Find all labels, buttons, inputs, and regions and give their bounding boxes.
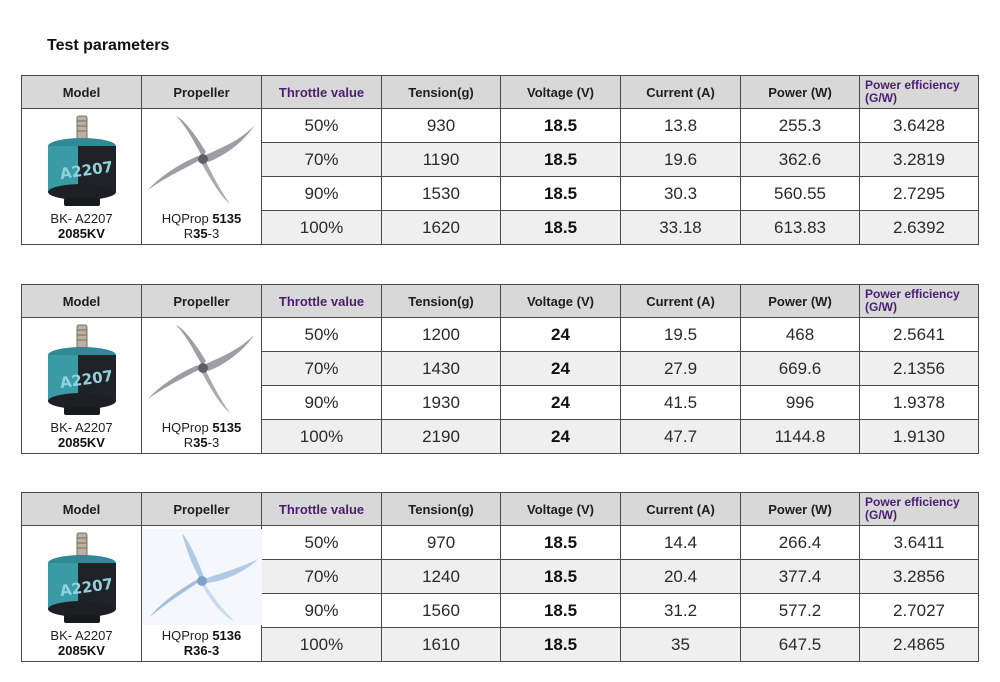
power-cell: 377.4 xyxy=(741,560,860,594)
efficiency-cell: 2.5641 xyxy=(860,318,979,352)
propeller-icon xyxy=(142,529,262,625)
motor-image xyxy=(22,321,142,421)
header-throttle: Throttle value xyxy=(262,76,382,109)
svg-text:A2207: A2207 xyxy=(58,157,115,183)
voltage-cell: 18.5 xyxy=(501,211,621,245)
header-propeller: Propeller xyxy=(142,285,262,318)
current-cell: 47.7 xyxy=(621,420,741,454)
efficiency-cell: 1.9378 xyxy=(860,386,979,420)
test-table-1 xyxy=(21,75,979,245)
propeller-image xyxy=(142,529,262,625)
power-cell: 468 xyxy=(741,318,860,352)
model-cell xyxy=(22,109,142,245)
efficiency-cell: 3.2819 xyxy=(860,143,979,177)
current-cell: 31.2 xyxy=(621,594,741,628)
voltage-cell: 18.5 xyxy=(501,177,621,211)
current-cell: 35 xyxy=(621,628,741,662)
header-current: Current (A) xyxy=(621,285,741,318)
header-efficiency-line1: Power efficiency xyxy=(865,287,960,301)
header-tension: Tension(g) xyxy=(382,76,501,109)
header-propeller: Propeller xyxy=(142,76,262,109)
table-row xyxy=(22,109,979,143)
efficiency-cell: 2.7295 xyxy=(860,177,979,211)
tension-cell: 1430 xyxy=(382,352,501,386)
motor-icon xyxy=(22,321,142,421)
header-throttle: Throttle value xyxy=(262,285,382,318)
propeller-icon xyxy=(142,321,262,417)
page-title: Test parameters xyxy=(47,37,170,54)
throttle-cell: 50% xyxy=(262,318,382,352)
current-cell: 41.5 xyxy=(621,386,741,420)
current-cell: 27.9 xyxy=(621,352,741,386)
current-cell: 20.4 xyxy=(621,560,741,594)
header-model: Model xyxy=(22,76,142,109)
throttle-cell: 100% xyxy=(262,628,382,662)
voltage-cell: 18.5 xyxy=(501,143,621,177)
voltage-cell: 24 xyxy=(501,318,621,352)
tension-cell: 930 xyxy=(382,109,501,143)
tension-cell: 1620 xyxy=(382,211,501,245)
model-caption xyxy=(22,211,141,241)
power-cell: 669.6 xyxy=(741,352,860,386)
power-cell: 996 xyxy=(741,386,860,420)
header-power: Power (W) xyxy=(741,76,860,109)
voltage-cell: 24 xyxy=(501,386,621,420)
tension-cell: 2190 xyxy=(382,420,501,454)
propeller-size: 5135 xyxy=(212,211,242,226)
throttle-cell: 90% xyxy=(262,386,382,420)
power-cell: 1144.8 xyxy=(741,420,860,454)
table-row xyxy=(22,526,979,560)
header-voltage: Voltage (V) xyxy=(501,285,621,318)
tension-cell: 1560 xyxy=(382,594,501,628)
model-name: BK- A2207 xyxy=(50,420,113,435)
model-kv: 2085KV xyxy=(58,226,105,241)
header-row xyxy=(22,285,979,318)
model-kv: 2085KV xyxy=(58,435,105,450)
model-caption xyxy=(22,628,141,658)
model-caption xyxy=(22,420,141,450)
motor-image xyxy=(22,112,142,212)
header-throttle: Throttle value xyxy=(262,493,382,526)
header-efficiency xyxy=(860,76,979,109)
propeller-brand: HQProp xyxy=(161,211,213,226)
current-cell: 13.8 xyxy=(621,109,741,143)
tension-cell: 1200 xyxy=(382,318,501,352)
motor-image xyxy=(22,529,142,629)
tension-cell: 1240 xyxy=(382,560,501,594)
header-voltage: Voltage (V) xyxy=(501,493,621,526)
power-cell: 255.3 xyxy=(741,109,860,143)
propeller-image xyxy=(142,112,262,208)
efficiency-cell: 2.1356 xyxy=(860,352,979,386)
header-efficiency xyxy=(860,285,979,318)
tension-cell: 970 xyxy=(382,526,501,560)
model-cell xyxy=(22,318,142,454)
current-cell: 19.5 xyxy=(621,318,741,352)
throttle-cell: 100% xyxy=(262,211,382,245)
power-cell: 560.55 xyxy=(741,177,860,211)
propeller-image xyxy=(142,321,262,417)
efficiency-cell: 3.2856 xyxy=(860,560,979,594)
model-name: BK- A2207 xyxy=(50,628,113,643)
table-row xyxy=(22,318,979,352)
voltage-cell: 18.5 xyxy=(501,560,621,594)
current-cell: 19.6 xyxy=(621,143,741,177)
tension-cell: 1930 xyxy=(382,386,501,420)
header-model: Model xyxy=(22,285,142,318)
model-cell xyxy=(22,526,142,662)
header-row xyxy=(22,76,979,109)
header-power: Power (W) xyxy=(741,493,860,526)
header-efficiency-line2: (G/W) xyxy=(865,91,897,105)
propeller-pitch: R36-3 xyxy=(183,643,220,658)
header-efficiency-line2: (G/W) xyxy=(865,300,897,314)
tension-cell: 1530 xyxy=(382,177,501,211)
model-kv: 2085KV xyxy=(58,643,105,658)
efficiency-cell: 3.6428 xyxy=(860,109,979,143)
header-row xyxy=(22,493,979,526)
propeller-size: 5136 xyxy=(212,628,242,643)
propeller-cell xyxy=(142,318,262,454)
propeller-icon xyxy=(142,112,262,208)
propeller-cell xyxy=(142,526,262,662)
header-efficiency-line2: (G/W) xyxy=(865,508,897,522)
header-efficiency-line1: Power efficiency xyxy=(865,495,960,509)
throttle-cell: 70% xyxy=(262,352,382,386)
throttle-cell: 90% xyxy=(262,594,382,628)
model-name: BK- A2207 xyxy=(50,211,113,226)
tension-cell: 1190 xyxy=(382,143,501,177)
header-efficiency-line1: Power efficiency xyxy=(865,78,960,92)
throttle-cell: 70% xyxy=(262,143,382,177)
propeller-caption xyxy=(142,211,261,241)
efficiency-cell: 2.7027 xyxy=(860,594,979,628)
throttle-cell: 50% xyxy=(262,109,382,143)
propeller-pitch-prefix: R xyxy=(183,435,194,450)
propeller-pitch: 35 xyxy=(193,226,208,241)
efficiency-cell: 2.6392 xyxy=(860,211,979,245)
power-cell: 266.4 xyxy=(741,526,860,560)
header-propeller: Propeller xyxy=(142,493,262,526)
propeller-size: 5135 xyxy=(212,420,242,435)
propeller-pitch-suffix: -3 xyxy=(207,435,220,450)
propeller-brand: HQProp xyxy=(161,628,213,643)
voltage-cell: 18.5 xyxy=(501,628,621,662)
current-cell: 33.18 xyxy=(621,211,741,245)
voltage-cell: 24 xyxy=(501,420,621,454)
propeller-pitch-prefix: R xyxy=(183,226,194,241)
propeller-caption xyxy=(142,420,261,450)
voltage-cell: 18.5 xyxy=(501,594,621,628)
propeller-brand: HQProp xyxy=(161,420,213,435)
power-cell: 362.6 xyxy=(741,143,860,177)
power-cell: 577.2 xyxy=(741,594,860,628)
header-current: Current (A) xyxy=(621,76,741,109)
propeller-caption xyxy=(142,628,261,658)
header-power: Power (W) xyxy=(741,285,860,318)
throttle-cell: 50% xyxy=(262,526,382,560)
propeller-pitch-suffix: -3 xyxy=(207,226,220,241)
propeller-cell xyxy=(142,109,262,245)
power-cell: 647.5 xyxy=(741,628,860,662)
efficiency-cell: 3.6411 xyxy=(860,526,979,560)
throttle-cell: 90% xyxy=(262,177,382,211)
header-tension: Tension(g) xyxy=(382,493,501,526)
header-model: Model xyxy=(22,493,142,526)
header-efficiency xyxy=(860,493,979,526)
power-cell: 613.83 xyxy=(741,211,860,245)
voltage-cell: 18.5 xyxy=(501,526,621,560)
test-table-3 xyxy=(21,492,979,662)
motor-icon xyxy=(22,529,142,629)
propeller-pitch: 35 xyxy=(193,435,208,450)
motor-icon xyxy=(22,112,142,212)
throttle-cell: 70% xyxy=(262,560,382,594)
current-cell: 30.3 xyxy=(621,177,741,211)
header-current: Current (A) xyxy=(621,493,741,526)
header-voltage: Voltage (V) xyxy=(501,76,621,109)
tension-cell: 1610 xyxy=(382,628,501,662)
svg-text:A2207: A2207 xyxy=(58,366,115,392)
voltage-cell: 18.5 xyxy=(501,109,621,143)
svg-text:A2207: A2207 xyxy=(58,574,115,600)
efficiency-cell: 1.9130 xyxy=(860,420,979,454)
header-tension: Tension(g) xyxy=(382,285,501,318)
current-cell: 14.4 xyxy=(621,526,741,560)
test-table-2 xyxy=(21,284,979,454)
voltage-cell: 24 xyxy=(501,352,621,386)
efficiency-cell: 2.4865 xyxy=(860,628,979,662)
throttle-cell: 100% xyxy=(262,420,382,454)
